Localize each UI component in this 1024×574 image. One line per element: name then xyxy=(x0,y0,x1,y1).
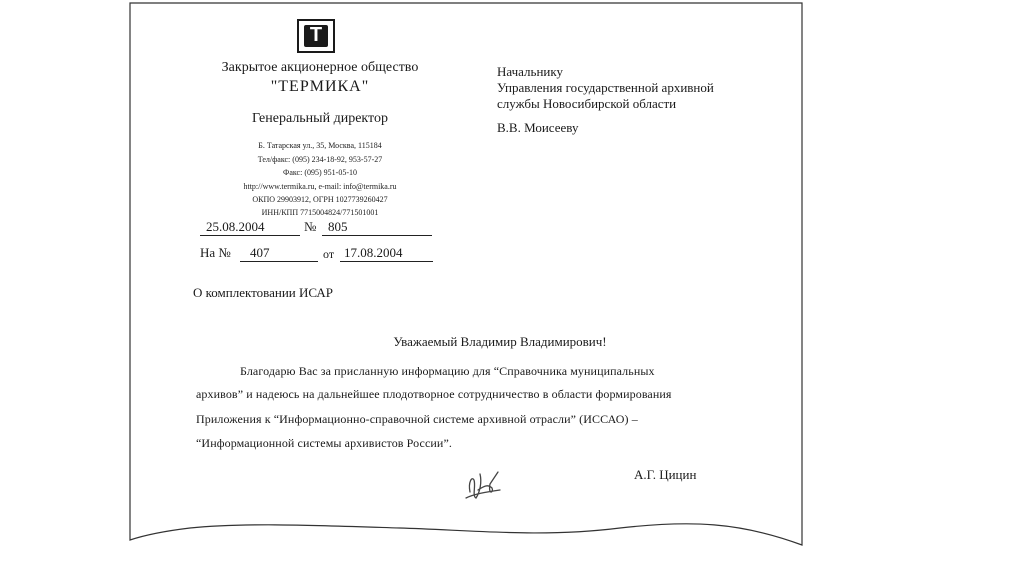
director-title: Генеральный директор xyxy=(252,111,388,126)
logo-letter: Т xyxy=(309,24,323,46)
body-line-4: “Информационной системы архивистов России”. xyxy=(196,436,452,450)
company-phone: Тел/факс: (095) 234-18-92, 953-57-27 xyxy=(257,155,383,164)
signer-name: А.Г. Цицин xyxy=(634,467,697,482)
body-line-2: архивов” и надеюсь на дальнейшее плодотворное сотрудничество в области формирования xyxy=(196,387,672,401)
body-line-1: Благодарю Вас за присланную информацию для “Справочника муниципальных xyxy=(240,364,655,378)
body-line-3: Приложения к “Информационно-справочной системе архивной отрасли” (ИССАО) – xyxy=(196,412,638,426)
company-type: Закрытое акционерное общество xyxy=(221,60,419,75)
company-web: http://www.termika.ru, e-mail: info@termika.ru xyxy=(243,182,397,191)
reg-number-label: № xyxy=(304,219,317,234)
company-okpo: ОКПО 29903912, ОГРН 1027739260427 xyxy=(252,195,388,204)
reg-number: 805 xyxy=(322,219,432,236)
company-fax: Факс: (095) 951-05-10 xyxy=(283,168,357,177)
reply-from-label: от xyxy=(323,247,335,261)
company-address: Б. Татарская ул., 35, Москва, 115184 xyxy=(258,141,382,150)
signature xyxy=(458,462,518,507)
company-name: "ТЕРМИКА" xyxy=(270,78,370,95)
salutation: Уважаемый Владимир Владимирович! xyxy=(393,334,607,349)
reply-label: На № xyxy=(200,245,231,260)
company-inn: ИНН/КПП 7715004824/771501001 xyxy=(261,208,379,217)
reg-date: 25.08.2004 xyxy=(200,219,300,236)
recipient-title: Начальнику xyxy=(497,64,564,79)
reply-date: 17.08.2004 xyxy=(340,245,433,262)
reply-number: 407 xyxy=(240,245,318,262)
recipient-name: В.В. Моисееву xyxy=(497,120,579,135)
recipient-org-2: службы Новосибирской области xyxy=(497,96,677,111)
company-logo xyxy=(297,19,335,53)
letter-subject: О комплектовании ИСАР xyxy=(193,285,334,300)
recipient-org-1: Управления государственной архивной xyxy=(497,80,714,95)
